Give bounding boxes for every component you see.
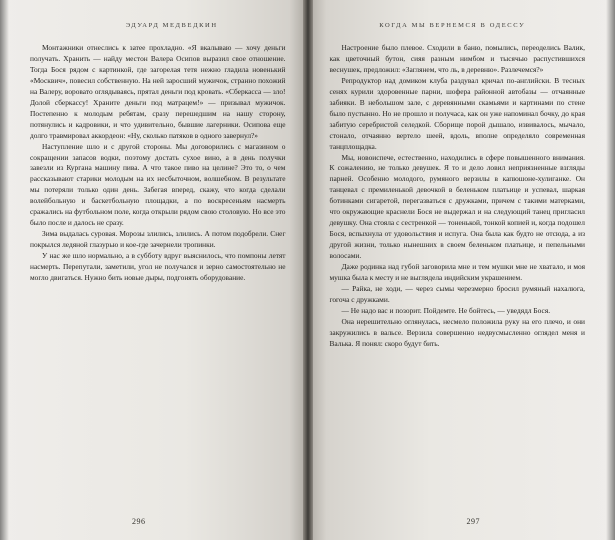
paragraph: Мы, новоиспече, естественно, находились в сфере повышенного внимания. К сожалению, не только девушек. Я то и дело ловил неприязненные взгляды парней. Особенно молодого, румяного верзилы в капюшоне-хулиганке. Он танцевал с премиленькой девочкой в беленьком платьице и успевал, шаркая ботинками сигаретой, перегазваться с дружками, причем с такими матерками, что окружающие краснели Бося не выдержал и на следующий танец пригласил девушку. Она стояла с сестренкой — тоненькой, тонкой копией и, когда подошел Бося, вспыхнула от удовольствия и испуга. Она была как будто не отсюда, а из другой жизни, только нынешних в своем беленьком платьице, и пепельными волосами.: [329, 152, 585, 261]
paragraph: Наступление шло и с другой стороны. Мы договорились с магазином о сокращении запасов водки, поэтому достать сухое вино, а в день получки завезли из Кургана машину пива. А что такое пиво на целине? Это то, о чем рассказывают старики молодым на их несбыточном, волшебном. В результате мы потеряли только один день. Забегая вперед, скажу, что когда сделали волейбольную и баскетбольную площадки, а по воскресеньям насмерть сражались на футбольном поле, когда открыли рядом свою столовую. Но все это было после и далось не сразу.: [30, 141, 286, 228]
right-page: [308, 0, 615, 540]
paragraph: — Не надо вас и позорит. Пойдемте. Не бойтесь, — уведядл Бося.: [341, 305, 551, 315]
paragraph: Зима выдалась суровая. Морозы злились, злились. А потом подобрели. Снег покрылся ледяной глазурью и кое-где зачернели тропинки.: [30, 229, 286, 250]
paragraph: Даже родинка над губой заговорила мне и тем мушки мне не хватало, и моя мушка была к месту и не выглядела индийским украшением.: [329, 262, 585, 283]
paragraph: Настроение было плевое. Сходили в баню, помылись, переоделись Валик, как цветочный бутон, сияя разным нимбом и тысячью распустившихся веснушек, предложил: «Заглянем, что ль, в деревню». Разлечемся?»: [329, 43, 585, 74]
paragraph: Репродуктор над домиком клуба раздувал кричал по-английски. В тесных сенях курили здоровенные парни, шофера районной автобазы — отчаянные забияки. В небольшом зале, с деревянными скамьями и картинами по стене было пустынно. Но не прошло и получаса, как он уже напоминал бочку, до края забитую серебристой селедкой. Сборище порой дышало, извивалось, мычало, стонало, отчаянно вертело шеей, вдоль, вполне определяло современная танцплощадка.: [329, 75, 585, 151]
left-page-number: 296: [132, 517, 146, 526]
right-running-head: КОГДА МЫ ВЕРНЕМСЯ В ОДЕССУ: [379, 22, 526, 29]
paragraph: — Райка, не ходи, — через сымы черезмерно бросил румяный нахалюга, гогоча с дружками.: [329, 283, 585, 304]
right-page-number: 297: [466, 517, 480, 526]
right-page-edge-shadow: [606, 0, 615, 540]
paragraph: Монтажники отнеслись к затее прохладно. «Я вкалываю — хочу деньги получать. Хранить — найду местон Валера Осипов выразил свое отношение. Тогда Бося рядом с картинкой, где загорелая тетя нежно гладила новенький «Москвич», повесил собственную. На ней заросший мужичок, странно похожий на Валеру, воровато оглядываясь, прятал деньги под кровать. «Сберкасса — зло! Долой сберкассу! Храните деньги под матрацем!» — призывал мужичок. Постепенно к молодым ребятам, сразу перешедшим на нашу сторону, потянулись и кадровики, и что удивительно, бывшие лагерники. Осипова еще долго травмировал аккордеон: «Ну, сколько патяков в одного завернул?»: [30, 43, 286, 140]
paragraph: У нас же шло нормально, а в субботу вдруг выяснилось, что помпоны летят насмерть. Перепутали, заметили, угол не получался и зерно самостоятельно не могло двигаться. Нужно бить новые дыры, подгонять оборудование.: [30, 251, 286, 283]
right-page-text: [330, 43, 586, 350]
paragraph: Она нерешительно оглянулась, несмело положила руку на его плечо, и они закружились в вальсе. Верзила совершенно недвусмысленно оглядел меня и Валька. Я понял: скоро будут бить.: [329, 316, 585, 348]
left-page-text: [30, 43, 286, 284]
left-page-edge-shadow: [0, 0, 9, 540]
left-running-head: ЭДУАРД МЕДВЕДКИН: [125, 22, 218, 29]
